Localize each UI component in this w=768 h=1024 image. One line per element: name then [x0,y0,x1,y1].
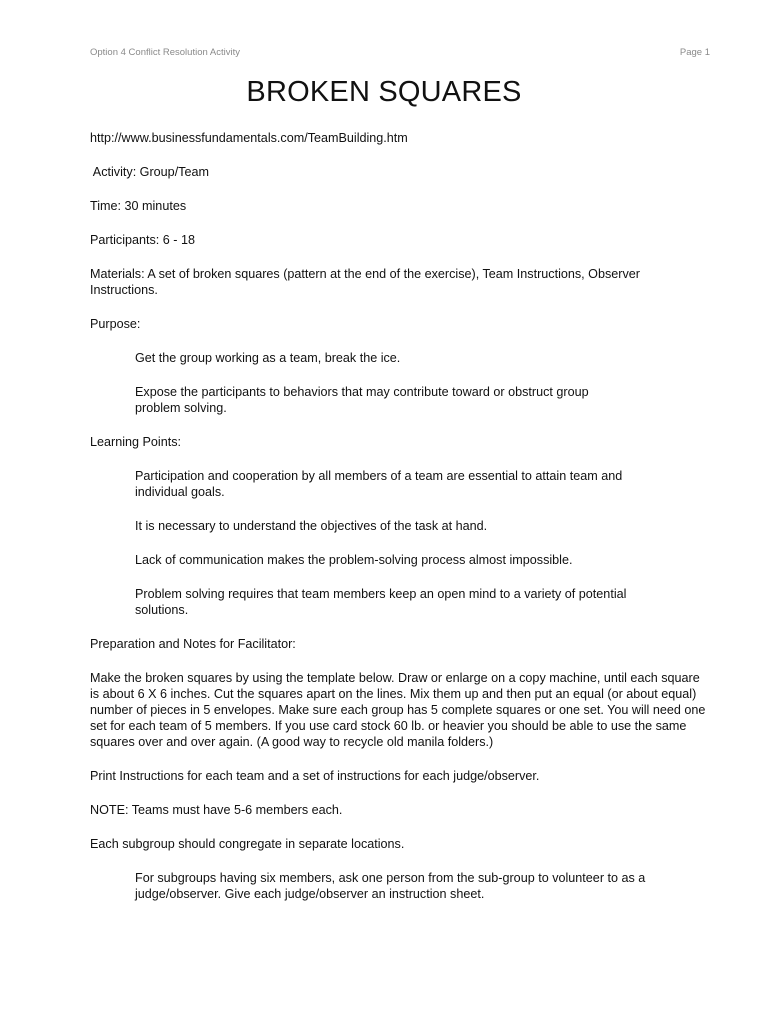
materials-paragraph: Materials: A set of broken squares (pattern at the end of the exercise), Team Instructions, Observer Instructions. [90,267,640,297]
preparation-heading: Preparation and Notes for Facilitator: [90,637,296,651]
purpose-item: Expose the participants to behaviors that may contribute toward or obstruct group problem solving. [135,385,589,415]
preparation-paragraph: Print Instructions for each team and a set of instructions for each judge/observer. [90,769,540,783]
subgroup-instruction: For subgroups having six members, ask one person from the sub-group to volunteer to as a judge/observer. Give each judge/observer an instruction sheet. [135,871,646,901]
learning-point-item: Lack of communication makes the problem-solving process almost impossible. [135,553,573,567]
preparation-paragraph: Each subgroup should congregate in separate locations. [90,837,405,851]
page-number: Page 1 [679,47,710,58]
learning-points-heading: Learning Points: [90,435,182,449]
learning-point-item: Participation and cooperation by all members of a team are essential to attain team and individual goals. [135,469,623,499]
document-body [90,130,710,920]
running-header-title: Option 4 Conflict Resolution Activity [90,47,240,58]
document-title: BROKEN SQUARES [246,76,522,108]
learning-point-item: Problem solving requires that team members keep an open mind to a variety of potential solutions. [135,587,627,617]
activity-line: Activity: Group/Team [90,165,209,179]
note-paragraph: NOTE: Teams must have 5-6 members each. [90,803,343,817]
time-line: Time: 30 minutes [90,199,187,213]
participants-line: Participants: 6 - 18 [90,233,195,247]
purpose-heading: Purpose: [90,317,141,331]
purpose-item: Get the group working as a team, break the ice. [135,351,401,365]
learning-point-item: It is necessary to understand the objectives of the task at hand. [135,519,488,533]
source-url[interactable]: http://www.businessfundamentals.com/TeamBuilding.htm [90,131,408,145]
preparation-paragraph: Make the broken squares by using the template below. Draw or enlarge on a copy machine, until each square is about 6 X 6 inches. Cut the squares apart on the lines. Mix them up and then put an equal (or about equal) number of pieces in 5 envelopes. Make sure each group has 5 complete squares or one set. You will need one set for each team of 5 members. If you use card stock 60 lb. or heavier you should be able to use the same squares over and over again. (A good way to recycle old manila folders.) [90,671,706,749]
